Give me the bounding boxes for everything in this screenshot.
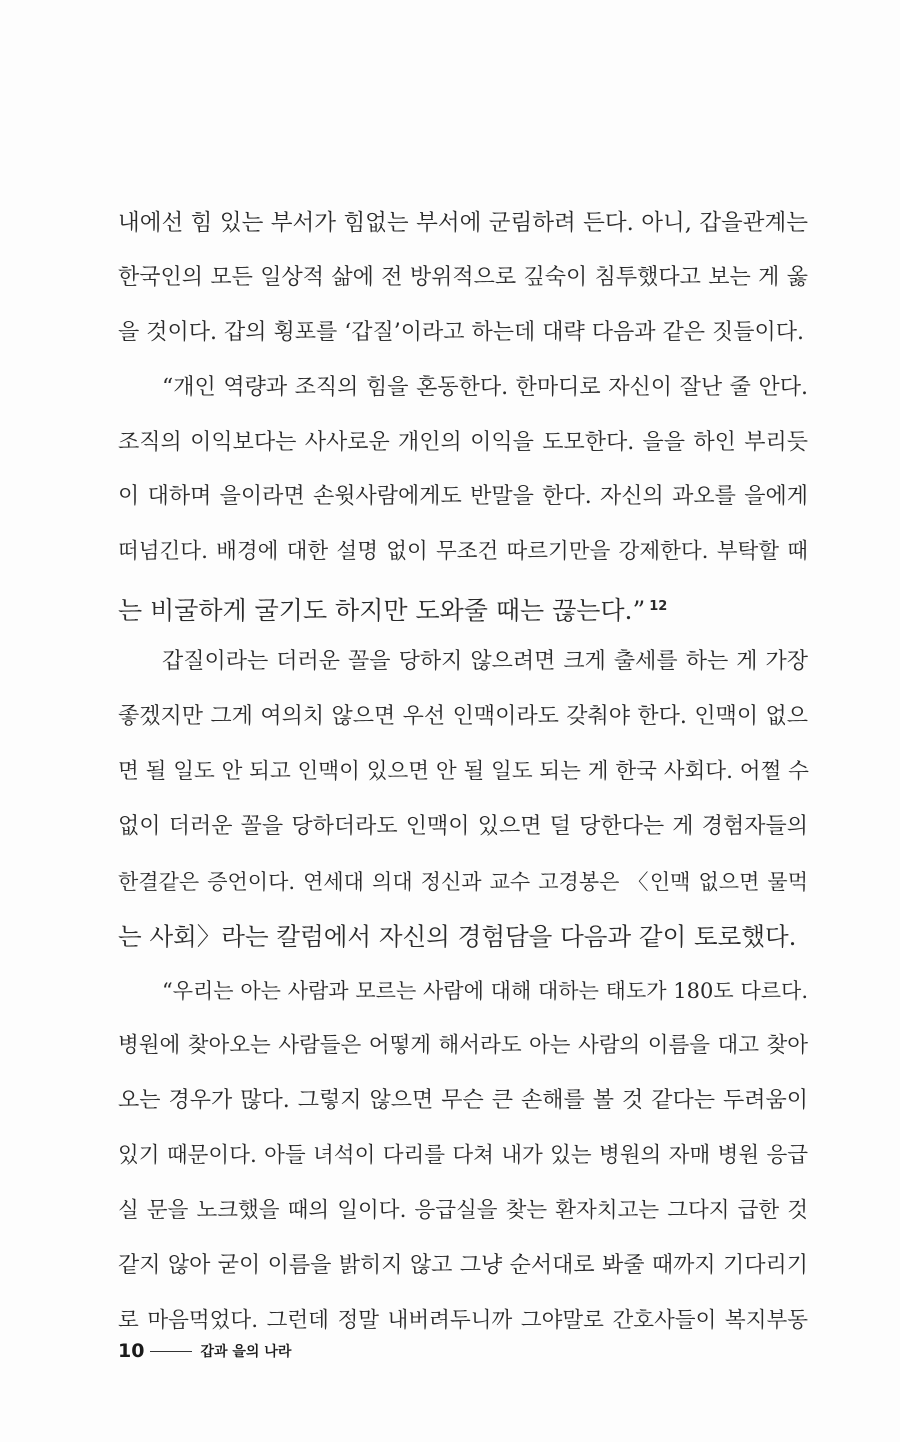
text-line: 있기 때문이다. 아들 녀석이 다리를 다쳐 내가 있는 병원의 자매 병원 응급 (118, 1143, 808, 1169)
running-title: 갑과 을의 나라 (200, 1344, 292, 1360)
page-footer (118, 1340, 291, 1362)
text-line: “개인 역량과 조직의 힘을 혼동한다. 한마디로 자신이 잘난 줄 안다. (162, 374, 808, 400)
text-line: 을 것이다. 갑의 횡포를 ‘갑질’이라고 하는데 대략 다음과 같은 짓들이다. (118, 319, 804, 345)
text-line: 병원에 찾아오는 사람들은 어떻게 해서라도 아는 사람의 이름을 대고 찾아 (118, 1033, 808, 1059)
text-line: 내에선 힘 있는 부서가 힘없는 부서에 군림하려 든다. 아니, 갑을관계는 (118, 210, 808, 236)
text-line-content: 는 비굴하게 굴기도 하지만 도와줄 때는 끊는다.” (118, 596, 646, 626)
footer-divider (150, 1351, 192, 1352)
text-line: 조직의 이익보다는 사사로운 개인의 이익을 도모한다. 을을 하인 부리듯 (118, 429, 808, 455)
text-line: 좋겠지만 그게 여의치 않으면 우선 인맥이라도 갖춰야 한다. 인맥이 없으 (118, 704, 808, 730)
text-line: 갑질이라는 더러운 꼴을 당하지 않으려면 크게 출세를 하는 게 가장 (162, 649, 808, 675)
text-line: 한결같은 증언이다. 연세대 의대 정신과 교수 고경봉은 〈인맥 없으면 물먹 (118, 869, 808, 894)
page-number: 10 (118, 1340, 145, 1362)
text-line: 이 대하며 을이라면 손윗사람에게도 반말을 한다. 자신의 과오를 을에게 (118, 484, 808, 510)
text-line: 한국인의 모든 일상적 삶에 전 방위적으로 깊숙이 침투했다고 보는 게 옳 (118, 264, 808, 290)
text-line: 없이 더러운 꼴을 당하더라도 인맥이 있으면 덜 당한다는 게 경험자들의 (118, 813, 808, 839)
text-line: 면 될 일도 안 되고 인맥이 있으면 안 될 일도 되는 게 한국 사회다. 어쩔 수 (118, 758, 809, 784)
text-line: 는 사회〉라는 칼럼에서 자신의 경험담을 다음과 같이 토로했다. (118, 921, 797, 951)
text-line-with-footnote (118, 586, 808, 641)
text-line: 로 마음먹었다. 그런데 정말 내버려두니까 그야말로 간호사들이 복지부동 (118, 1307, 808, 1333)
footnote-reference: 12 (649, 599, 668, 615)
text-line: 같지 않아 굳이 이름을 밝히지 않고 그냥 순서대로 봐줄 때까지 기다리기 (118, 1252, 808, 1278)
text-line: 떠넘긴다. 배경에 대한 설명 없이 무조건 따르기만을 강제한다. 부탁할 때 (118, 539, 808, 565)
text-line: 실 문을 노크했을 때의 일이다. 응급실을 찾는 환자치고는 그다지 급한 것 (118, 1198, 808, 1224)
text-line: “우리는 아는 사람과 모르는 사람에 대해 대하는 태도가 180도 다르다. (162, 979, 808, 1004)
text-line: 오는 경우가 많다. 그렇지 않으면 무슨 큰 손해를 볼 것 같다는 두려움이 (118, 1088, 808, 1114)
body-text (118, 202, 808, 1355)
